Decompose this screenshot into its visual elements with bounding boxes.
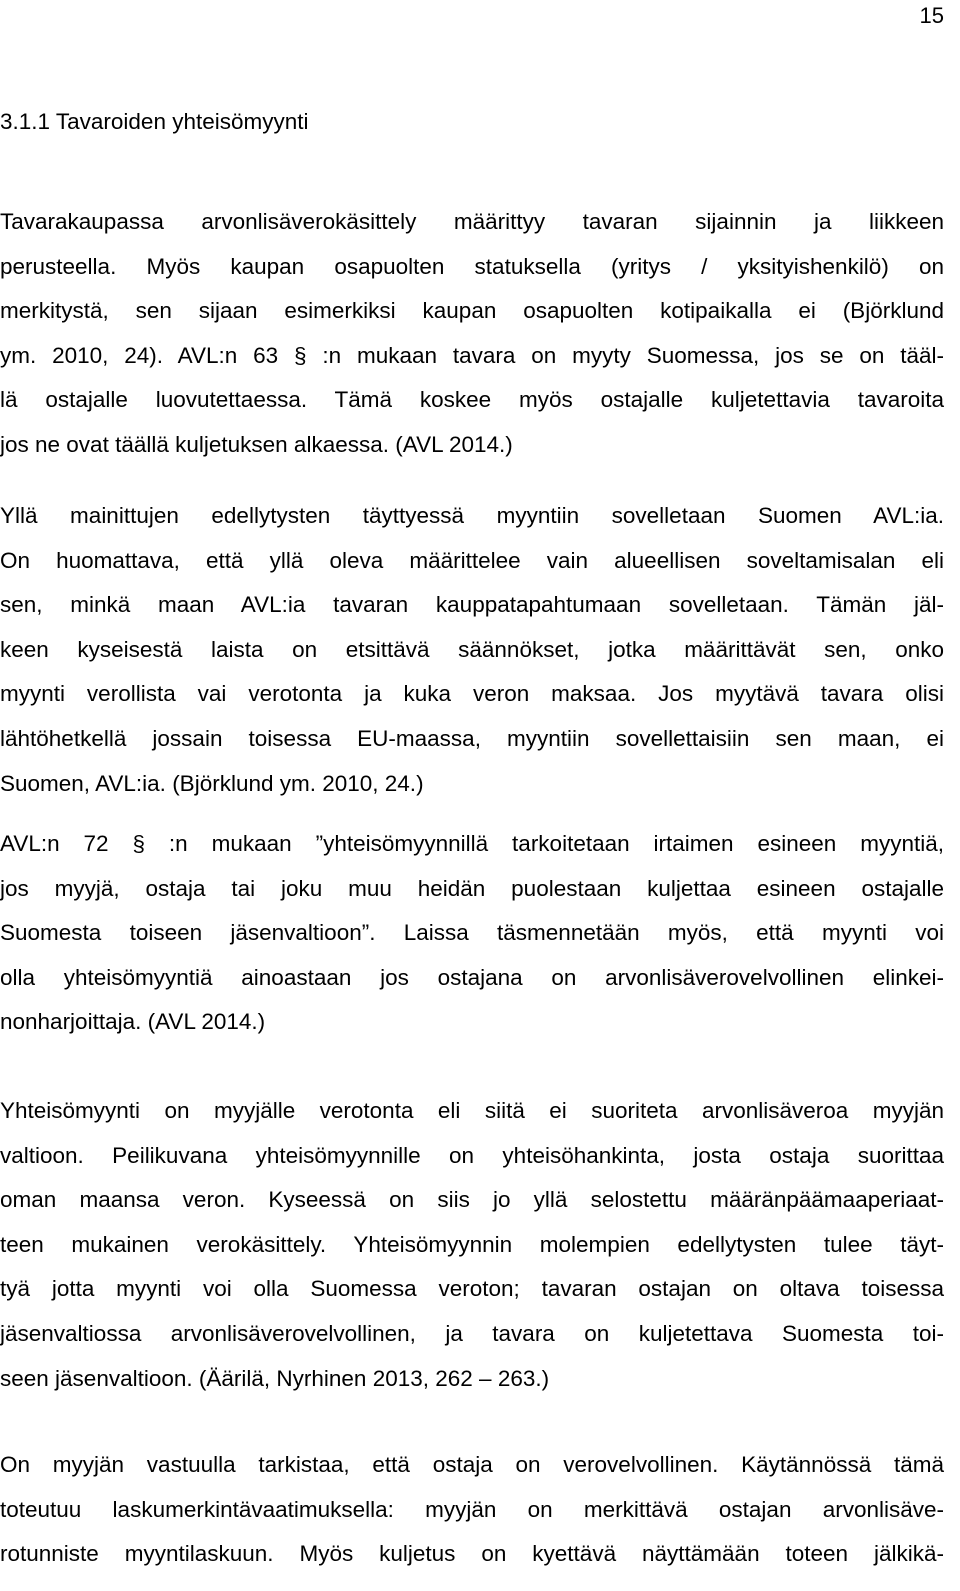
paragraph-line: olla yhteisömyyntiä ainoastaan jos ostajana on arvonlisäverovelvollinen elinkei-	[0, 964, 944, 990]
paragraph-5	[0, 1443, 944, 1577]
paragraph-line: lähtöhetkellä jossain toisessa EU-maassa, myyntiin sovellettaisiin sen maan, ei	[0, 725, 944, 751]
paragraph-line: lä ostajalle luovutettaessa. Tämä koskee myös ostajalle kuljetettavia tavaroita	[0, 387, 944, 413]
paragraph-line: jäsenvaltiossa arvonlisäverovelvollinen, ja tavara on kuljetettava Suomesta toi-	[0, 1320, 944, 1346]
paragraph-line: myynti verollista vai verotonta ja kuka veron maksaa. Jos myytävä tavara olisi	[0, 681, 944, 707]
paragraph-line: teen mukainen verokäsittely. Yhteisömyynnin molempien edellytysten tulee täyt-	[0, 1231, 944, 1257]
paragraph-line: toteutuu laskumerkintävaatimuksella: myyjän on merkittävä ostajan arvonlisäve-	[0, 1496, 944, 1522]
paragraph-line: On huomattava, että yllä oleva määrittelee vain alueellisen soveltamisalan eli	[0, 547, 944, 573]
paragraph-line: Yllä mainittujen edellytysten täyttyessä myyntiin sovelletaan Suomen AVL:ia.	[0, 503, 944, 528]
section-heading: 3.1.1 Tavaroiden yhteisömyynti	[0, 109, 309, 134]
paragraph-line: On myyjän vastuulla tarkistaa, että ostaja on verovelvollinen. Käytännössä tämä	[0, 1452, 944, 1477]
paragraph-line: Suomesta toiseen jäsenvaltioon”. Laissa täsmennetään myös, että myynti voi	[0, 920, 944, 946]
paragraph-line: AVL:n 72 § :n mukaan ”yhteisömyynnillä tarkoitetaan irtaimen esineen myyntiä,	[0, 831, 944, 856]
paragraph-line: nonharjoittaja. (AVL 2014.)	[0, 1009, 266, 1035]
paragraph-line: jos myyjä, ostaja tai joku muu heidän puolestaan kuljettaa esineen ostajalle	[0, 875, 944, 901]
paragraph-line: oman maansa veron. Kyseessä on siis jo yllä selostettu määränpäämaaperiaat-	[0, 1187, 944, 1213]
paragraph-1	[0, 200, 944, 468]
paragraph-line: Yhteisömyynti on myyjälle verotonta eli siitä ei suoriteta arvonlisäveroa myyjän	[0, 1098, 944, 1123]
paragraph-3	[0, 822, 944, 1045]
paragraph-line: sen, minkä maan AVL:ia tavaran kauppatapahtumaan sovelletaan. Tämän jäl-	[0, 592, 944, 618]
paragraph-line: keen kyseisestä laista on etsittävä säännökset, jotka määrittävät sen, onko	[0, 636, 944, 662]
paragraph-line: rotunniste myyntilaskuun. Myös kuljetus on kyettävä näyttämään toteen jälkikä-	[0, 1541, 944, 1567]
paragraph-line: ym. 2010, 24). AVL:n 63 § :n mukaan tavara on myyty Suomessa, jos se on tääl-	[0, 342, 944, 368]
paragraph-2	[0, 494, 944, 806]
paragraph-line: Suomen, AVL:ia. (Björklund ym. 2010, 24.)	[0, 770, 424, 796]
paragraph-4	[0, 1089, 944, 1401]
paragraph-line: valtioon. Peilikuvana yhteisömyynnille on yhteisöhankinta, josta ostaja suorittaa	[0, 1142, 944, 1168]
paragraph-line: merkitystä, sen sijaan esimerkiksi kaupan osapuolten kotipaikalla ei (Björklund	[0, 298, 944, 324]
page-number: 15	[919, 3, 944, 28]
paragraph-line: seen jäsenvaltioon. (Äärilä, Nyrhinen 2013, 262 – 263.)	[0, 1365, 550, 1391]
paragraph-line: tyä jotta myynti voi olla Suomessa veroton; tavaran ostajan on oltava toisessa	[0, 1276, 944, 1302]
paragraph-line: Tavarakaupassa arvonlisäverokäsittely määrittyy tavaran sijainnin ja liikkeen	[0, 209, 944, 234]
paragraph-line: perusteella. Myös kaupan osapuolten statuksella (yritys / yksityishenkilö) on	[0, 253, 944, 279]
paragraph-line: jos ne ovat täällä kuljetuksen alkaessa. (AVL 2014.)	[0, 431, 513, 457]
